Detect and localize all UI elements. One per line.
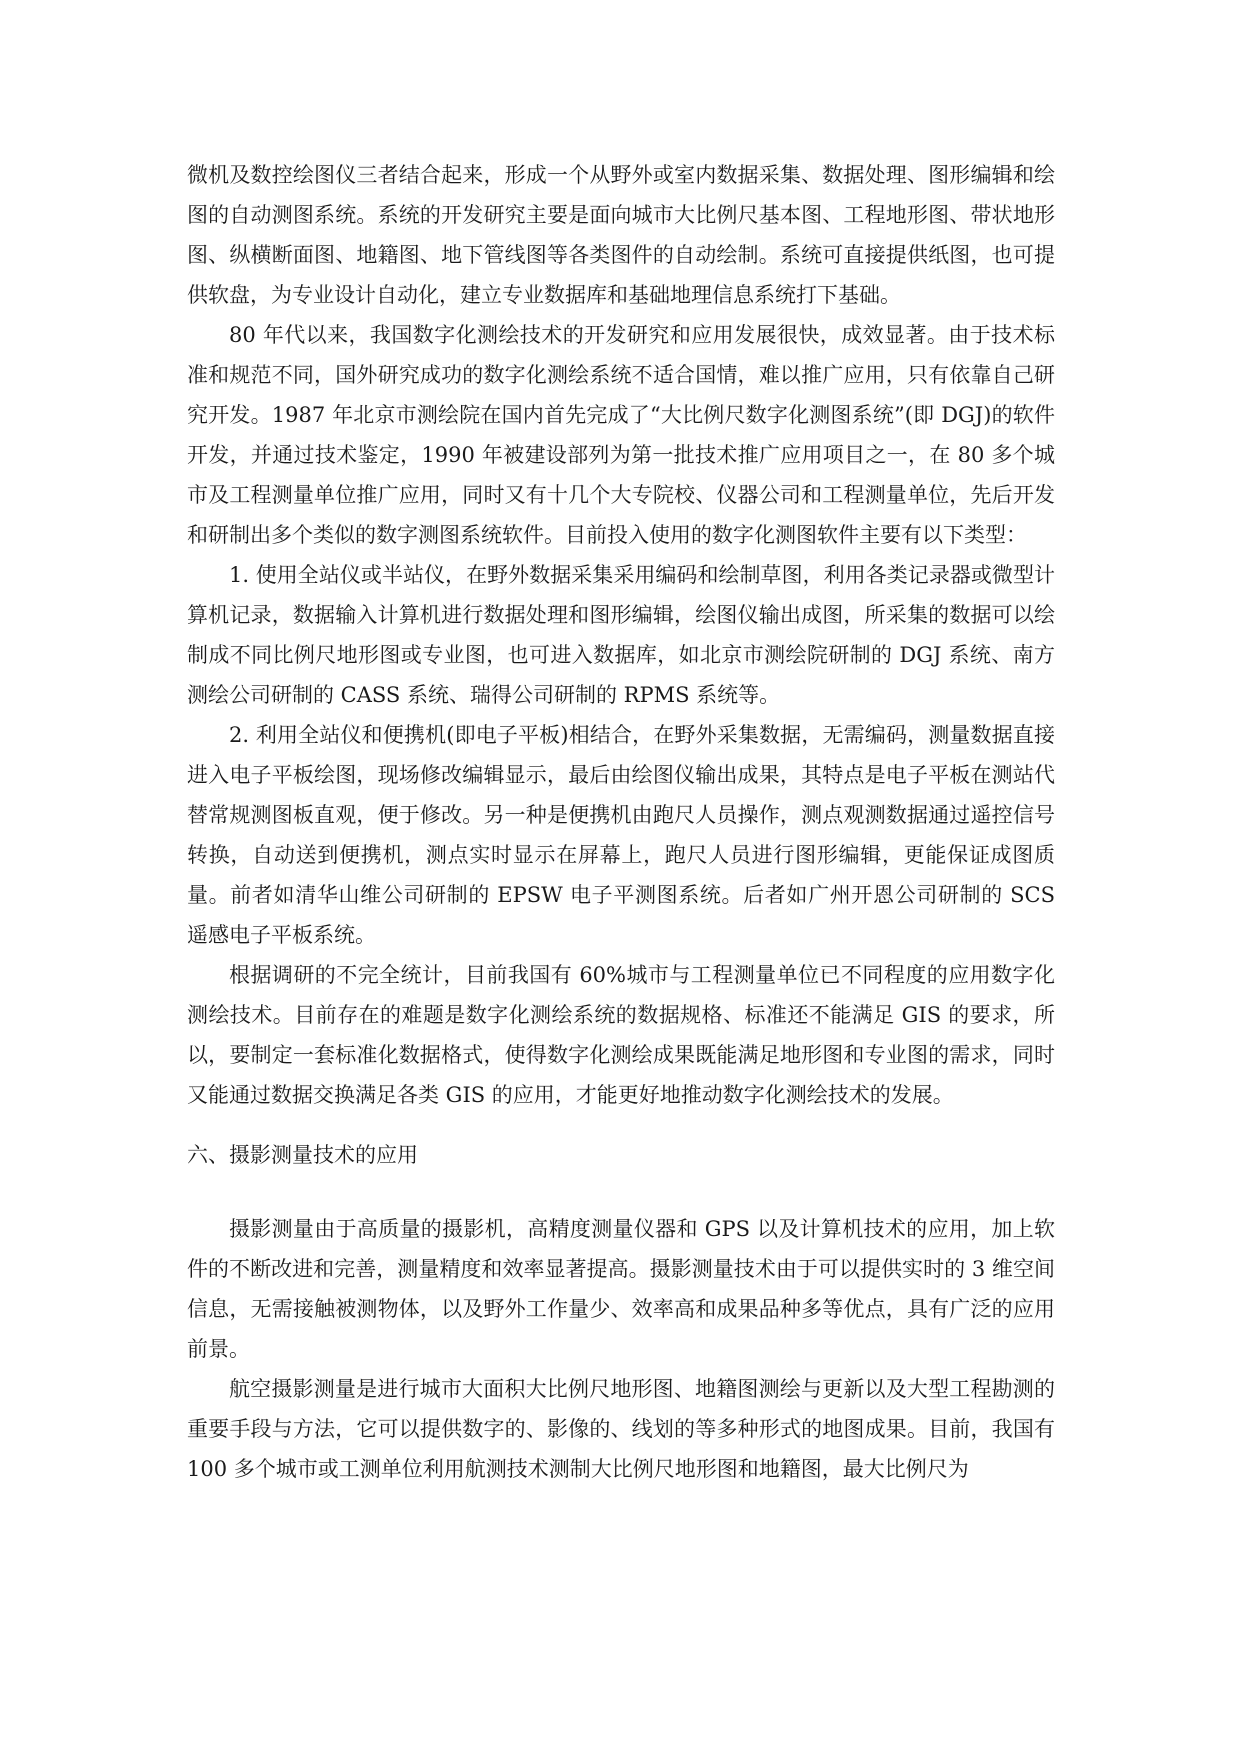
paragraph-type-one: 1. 使用全站仪或半站仪，在野外数据采集采用编码和绘制草图，利用各类记录器或微型计算机记录，数据输入计算机进行数据处理和图形编辑，绘图仪输出成图，所采集的数据可以绘制成不同比例尺地形图或专业图，也可进入数据库，如北京市测绘院研制的 DGJ 系统、南方测绘公司研制的 CASS 系统、瑞得公司研制的 RPMS 系统等。 <box>187 563 1055 707</box>
section-heading: 六、摄影测量技术的应用 <box>187 1143 418 1167</box>
document-body <box>187 155 1055 1489</box>
paragraph-photogrammetry-intro: 摄影测量由于高质量的摄影机，高精度测量仪器和 GPS 以及计算机技术的应用，加上软件的不断改进和完善，测量精度和效率显著提高。摄影测量技术由于可以提供实时的 3 维空间信息，无需接触被测物体，以及野外工作量少、效率高和成果品种多等优点，具有广泛的应用前景。 <box>187 1217 1055 1361</box>
paragraph-continuation: 微机及数控绘图仪三者结合起来，形成一个从野外或室内数据采集、数据处理、图形编辑和绘图的自动测图系统。系统的开发研究主要是面向城市大比例尺基本图、工程地形图、带状地形图、纵横断面图、地籍图、地下管线图等各类图件的自动绘制。系统可直接提供纸图，也可提供软盘，为专业设计自动化，建立专业数据库和基础地理信息系统打下基础。 <box>187 163 1055 307</box>
paragraph-development-history: 80 年代以来，我国数字化测绘技术的开发研究和应用发展很快，成效显著。由于技术标准和规范不同，国外研究成功的数字化测绘系统不适合国情，难以推广应用，只有依靠自己研究开发。1987 年北京市测绘院在国内首先完成了“大比例尺数字化测图系统”(即 DGJ)的软件开发，并通过技术鉴定，1990 年被建设部列为第一批技术推广应用项目之一，在 80 多个城市及工程测量单位推广应用，同时又有十几个大专院校、仪器公司和工程测量单位，先后开发和研制出多个类似的数字测图系统软件。目前投入使用的数字化测图软件主要有以下类型： <box>187 323 1055 547</box>
paragraph-aerial-photogrammetry: 航空摄影测量是进行城市大面积大比例尺地形图、地籍图测绘与更新以及大型工程勘测的重要手段与方法，它可以提供数字的、影像的、线划的等多种形式的地图成果。目前，我国有 100 多个城市或工测单位利用航测技术测制大比例尺地形图和地籍图，最大比例尺为 <box>187 1377 1055 1481</box>
paragraph-statistics: 根据调研的不完全统计，目前我国有 60%城市与工程测量单位已不同程度的应用数字化测绘技术。目前存在的难题是数字化测绘系统的数据规格、标准还不能满足 GIS 的要求，所以，要制定一套标准化数据格式，使得数字化测绘成果既能满足地形图和专业图的需求，同时又能通过数据交换满足各类 GIS 的应用，才能更好地推动数字化测绘技术的发展。 <box>187 963 1055 1107</box>
paragraph-type-two: 2. 利用全站仪和便携机(即电子平板)相结合，在野外采集数据，无需编码，测量数据直接进入电子平板绘图，现场修改编辑显示，最后由绘图仪输出成果，其特点是电子平板在测站代替常规测图板直观，便于修改。另一种是便携机由跑尺人员操作，测点观测数据通过遥控信号转换，自动送到便携机，测点实时显示在屏幕上，跑尺人员进行图形编辑，更能保证成图质量。前者如清华山维公司研制的 EPSW 电子平测图系统。后者如广州开恩公司研制的 SCS 遥感电子平板系统。 <box>187 723 1055 947</box>
